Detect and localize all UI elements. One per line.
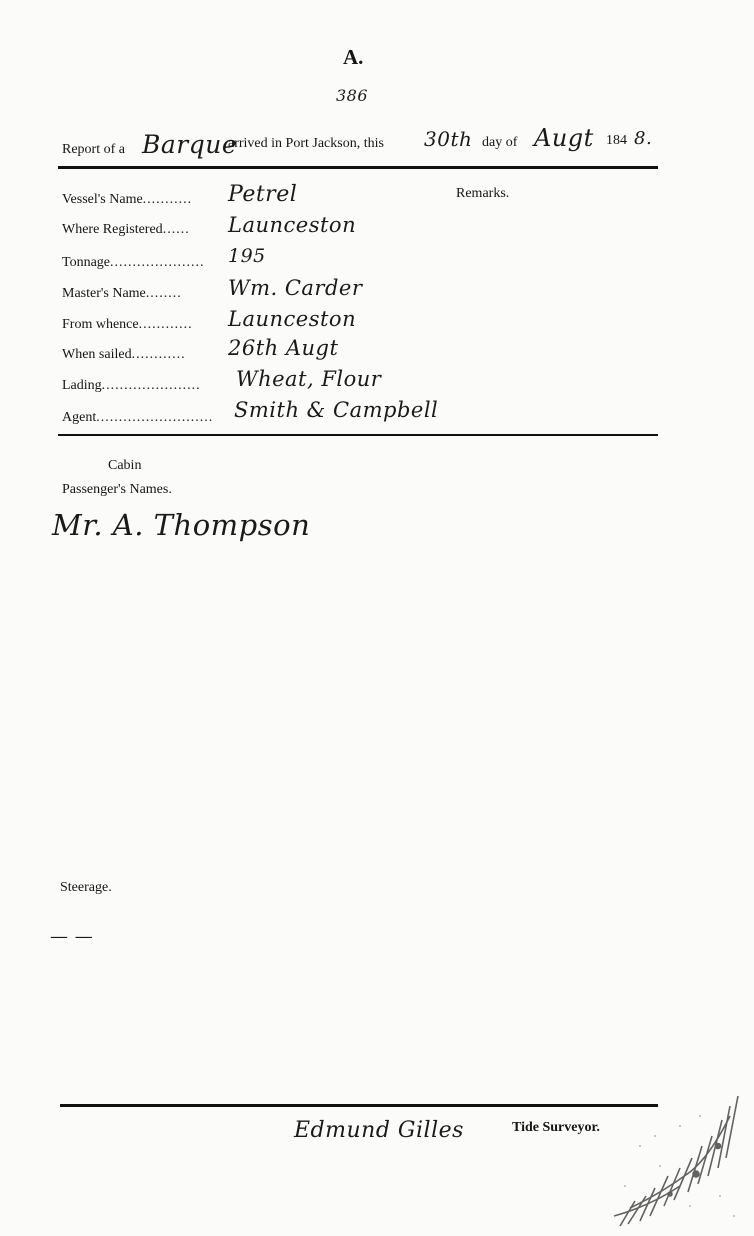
field-value-agent: Smith & Campbell: [234, 398, 439, 422]
field-value-masters-name: Wm. Carder: [228, 276, 363, 300]
passenger-names-label: Passenger's Names.: [62, 482, 172, 497]
top-rule: [58, 166, 658, 169]
field-label: Agent..........................: [62, 410, 214, 425]
cabin-passenger-name: Mr. A. Thompson: [52, 508, 311, 542]
field-label: Master's Name........: [62, 286, 182, 301]
bottom-rule: [60, 1104, 658, 1107]
cabin-label: Cabin: [108, 458, 142, 473]
year-suffix: 8.: [634, 128, 653, 149]
stamp-mark-icon: [600, 1076, 750, 1236]
day-of-text: day of: [482, 135, 518, 150]
steerage-label: Steerage.: [60, 880, 112, 895]
field-label: Lading......................: [62, 378, 201, 393]
field-label: From whence............: [62, 317, 193, 332]
middle-rule: [58, 434, 658, 436]
field-value-vessel-name: Petrel: [228, 182, 298, 207]
arrival-month: Augt: [534, 124, 594, 152]
field-label: Where Registered......: [62, 222, 190, 237]
remarks-label: Remarks.: [456, 186, 510, 201]
steerage-entry: — —: [50, 926, 94, 947]
year-prefix: 184: [606, 133, 627, 148]
field-value-lading: Wheat, Flour: [236, 367, 382, 391]
field-label: Vessel's Name...........: [62, 192, 193, 207]
field-label: Tonnage.....................: [62, 255, 205, 270]
form-number: 386: [336, 86, 369, 105]
field-value-where-registered: Launceston: [228, 213, 357, 237]
arrival-day: 30th: [424, 127, 473, 151]
arrived-text: arrived in Port Jackson, this: [228, 136, 384, 151]
field-value-from-whence: Launceston: [228, 307, 357, 331]
surveyor-signature: Edmund Gilles: [294, 1118, 464, 1143]
report-prefix: Report of a: [62, 142, 125, 157]
field-value-when-sailed: 26th Augt: [228, 336, 339, 360]
vessel-type: Barque: [142, 130, 238, 159]
field-label: When sailed............: [62, 347, 186, 362]
tide-surveyor-label: Tide Surveyor.: [512, 1120, 600, 1135]
field-value-tonnage: 195: [228, 245, 266, 267]
form-letter: A.: [343, 45, 364, 69]
